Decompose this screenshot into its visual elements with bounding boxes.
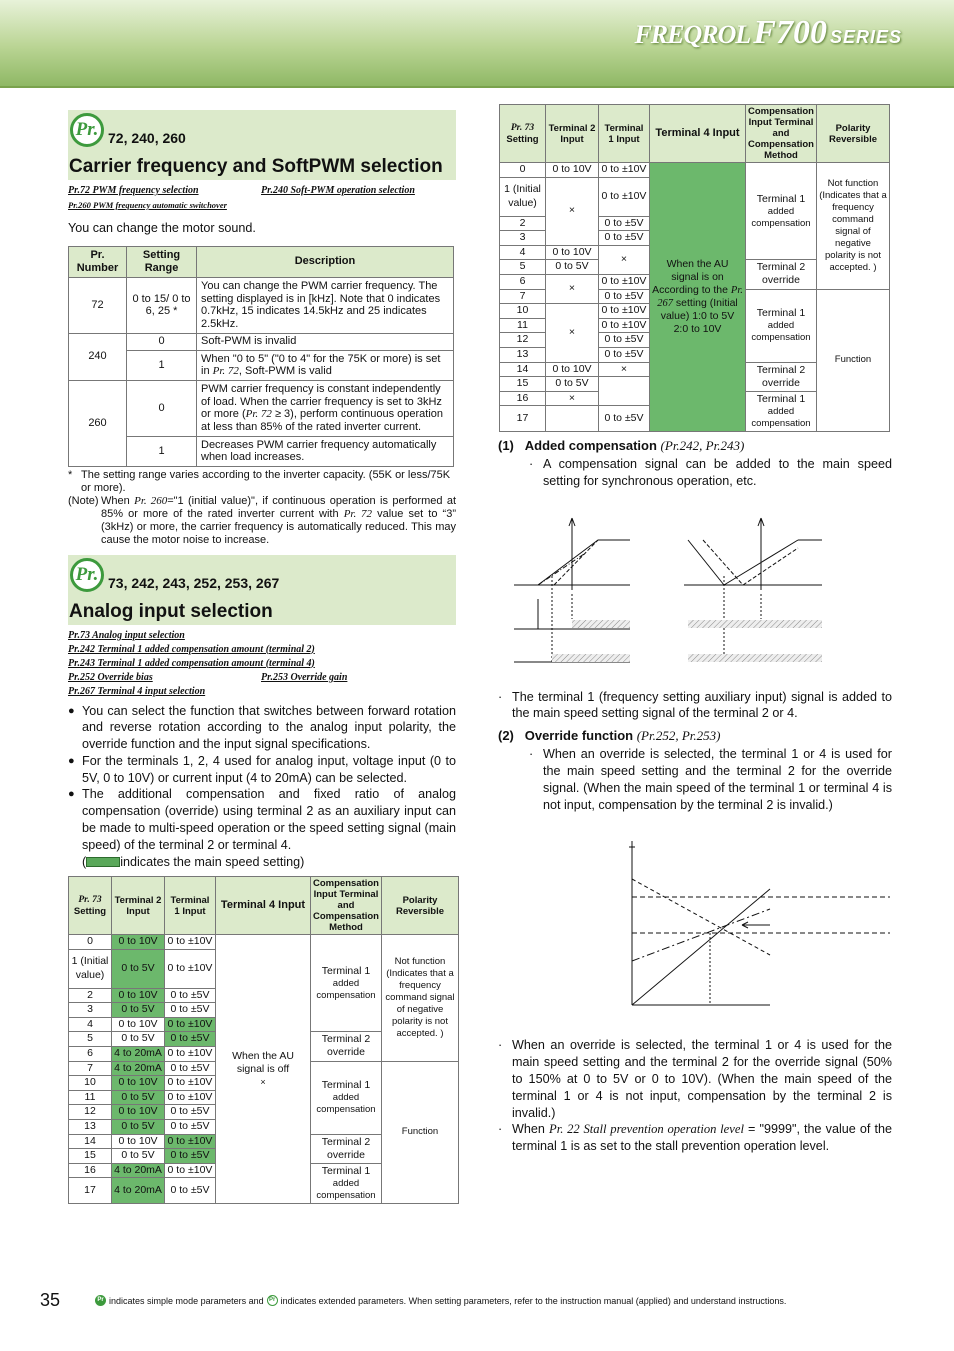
- cell: 11: [69, 1090, 112, 1105]
- col-polarity: Polarity Reversible: [381, 877, 458, 935]
- cell-pr-ref: Pr. 72: [245, 408, 272, 420]
- page-number: 35: [40, 1290, 61, 1310]
- terminal4-text: setting (Initial value) 1:0 to 5V 2:0 to 10V: [660, 297, 738, 336]
- cell: 0 to ±5V: [165, 1032, 216, 1047]
- col-setting: [69, 877, 112, 935]
- col-terminal2: Terminal 2 Input: [546, 105, 599, 163]
- compensation-cell: [746, 362, 817, 391]
- list-item: [68, 786, 456, 853]
- link-pr243[interactable]: Pr.243 Terminal 1 added compensation amount (terminal 4): [68, 657, 315, 669]
- legend-label: indicates the main speed setting): [120, 854, 305, 869]
- cell: 0 to ±10V: [599, 163, 650, 178]
- cell: 14: [69, 1134, 112, 1149]
- compensation-cell: [746, 391, 817, 432]
- cell: ×: [546, 304, 599, 362]
- link-pr240[interactable]: Pr.240 Soft-PWM operation selection: [261, 185, 415, 196]
- cell: 6: [500, 274, 546, 289]
- heading-ref: (Pr.242, Pr.243): [660, 438, 745, 453]
- col-setting-label: Setting: [73, 906, 107, 917]
- paragraph: [512, 1121, 892, 1155]
- compensation-cell: [746, 260, 817, 289]
- compensation-sub: added compensation: [751, 320, 811, 344]
- cell: 10: [500, 304, 546, 319]
- cell: 6: [69, 1046, 112, 1061]
- table-row: [69, 380, 454, 436]
- table-row: [69, 333, 454, 350]
- cell: 0 to 10V: [112, 1105, 165, 1120]
- heading-title: Override function: [524, 728, 634, 744]
- cell: 0 to 5V: [112, 949, 165, 988]
- cell: 0 to 10V: [112, 988, 165, 1003]
- main-speed-legend-swatch: [86, 857, 120, 867]
- note-text: The setting range varies according to the inverter capacity. (55K or less/75K or more).: [81, 468, 451, 494]
- compensation-cell: [311, 1134, 382, 1163]
- paragraph: The terminal 1 (frequency setting auxiliary input) signal is added to the main speed setting signal of the terminal 2 or 4.: [512, 689, 892, 721]
- cell: 0 to 10V: [546, 362, 599, 377]
- cell: 0 to ±10V: [165, 1046, 216, 1061]
- polarity-cell: Not function (Indicates that a frequency command signal of negative polarity is not accepted. ): [816, 163, 889, 290]
- cell: 1 (Initial value): [69, 949, 112, 988]
- cell: 0 to ±10V: [599, 304, 650, 319]
- param-links: [68, 184, 456, 212]
- cell-text: PWM carrier frequency is constant independently of load. When the carrier frequency is set to 3kHz or more (: [201, 383, 442, 420]
- bullet-icon: ●: [68, 704, 75, 717]
- compensation-sub: added compensation: [316, 1092, 376, 1116]
- compensation-title: Terminal 1: [321, 964, 371, 977]
- table-row: [69, 436, 454, 466]
- compensation-title: Terminal 2 override: [321, 1135, 371, 1161]
- cell: 17: [69, 1178, 112, 1204]
- table-row: [69, 277, 454, 333]
- cell: 0 to ±5V: [165, 1105, 216, 1120]
- col-terminal1: Terminal 1 Input: [165, 877, 216, 935]
- heading-number: (2): [498, 728, 514, 744]
- compensation-cell: [311, 935, 382, 1032]
- cell: 0 to 5V: [112, 1119, 165, 1134]
- override-heading: [498, 728, 892, 744]
- brand-logo: [634, 14, 902, 52]
- cell: 13: [69, 1119, 112, 1134]
- cell: 10: [69, 1076, 112, 1091]
- dot-icon: ·: [529, 747, 534, 762]
- list-item: [68, 703, 456, 753]
- note-part: value set to “3” (3kHz) or more, the carrier frequency is automatically reduced. This may cause the motor noise to increase.: [101, 507, 456, 546]
- note-pr-ref: Pr. 260: [134, 494, 168, 507]
- polarity-cell: Not function (Indicates that a frequency command signal of negative polarity is not accepted. ): [381, 935, 458, 1062]
- terminal4-text: When the AU signal is on According to the: [652, 258, 731, 297]
- extended-param-badge-icon: Pr: [267, 1295, 278, 1306]
- cell: ×: [599, 245, 650, 274]
- cell: 17: [500, 406, 546, 432]
- cell: 0 to 10V: [112, 1017, 165, 1032]
- list-item: [498, 689, 892, 723]
- bullet-text: For the terminals 1, 2, 4 used for analog input, voltage input (0 to 5V, 0 to 10V) or current input (4 to 20mA) can be selected.: [82, 753, 456, 785]
- cell: 0: [127, 380, 197, 436]
- terminal4-cell: [216, 935, 311, 1204]
- paragraph-part: = "9999", the value of the terminal 1 is as set to the stall prevention operation level.: [512, 1122, 892, 1154]
- cell: 0 to ±10V: [599, 318, 650, 333]
- cell: 0 to 5V: [546, 260, 599, 275]
- cell: 2: [500, 216, 546, 231]
- param-links: [68, 629, 456, 699]
- col-polarity: Polarity Reversible: [816, 105, 889, 163]
- cell: 240: [69, 333, 127, 380]
- cell: 4: [69, 1017, 112, 1032]
- table-row: [69, 935, 459, 950]
- cell: 0: [500, 163, 546, 178]
- cell: You can change the PWM carrier frequency. The setting displayed is in [kHz]. Note that 0 indicates 0.7kHz, 15 indicates 14.5kHz and 25 indicates 2.5kHz.: [197, 277, 454, 333]
- cell: 0 to ±10V: [599, 177, 650, 216]
- analog-table-au-off: [68, 876, 459, 1204]
- cell: ×: [546, 177, 599, 245]
- paragraph: When an override is selected, the terminal 1 or 4 is used for the main speed setting and the terminal 2 for the override signal (50% to 150% at 0 to 5V or 0 to 10V). (When the main speed of the terminal 1 or 4 is not input, compensation by the terminal 2 is invalid.): [512, 1038, 892, 1120]
- cell-pr-ref: Pr. 72: [212, 365, 239, 377]
- link-pr267[interactable]: Pr.267 Terminal 4 input selection: [68, 685, 206, 697]
- override-diagram: [498, 833, 892, 1013]
- col-compensation: Compensation Input Terminal and Compensation Method: [746, 105, 817, 163]
- cell: 0 to 5V: [546, 377, 599, 392]
- cell: 0 to ±5V: [599, 333, 650, 348]
- polarity-cell: Function: [816, 289, 889, 432]
- cell: 4 to 20mA: [112, 1178, 165, 1204]
- cell: 0 to ±10V: [165, 1076, 216, 1091]
- dot-icon: ·: [498, 1038, 503, 1053]
- cell: 0 to 5V: [112, 1003, 165, 1018]
- page-footer: [40, 1290, 920, 1311]
- cell: 13: [500, 347, 546, 362]
- dot-icon: ·: [498, 1122, 503, 1137]
- table-row: [69, 350, 454, 380]
- cell: 0 to 5V: [112, 1032, 165, 1047]
- cell: 0 to ±10V: [599, 274, 650, 289]
- list-item: [68, 854, 456, 871]
- paragraph-part: When: [512, 1122, 550, 1137]
- compensation-title: Terminal 2 override: [756, 363, 806, 389]
- cell: 3: [69, 1003, 112, 1018]
- bullet-icon: ●: [68, 754, 75, 767]
- cell: 0 to 5V: [112, 1149, 165, 1164]
- cell: 3: [500, 231, 546, 246]
- compensation-title: Terminal 1: [756, 307, 806, 320]
- cell: 0 to ±5V: [165, 1119, 216, 1134]
- cell: 0 to 5V: [112, 1090, 165, 1105]
- simple-mode-badge-icon: Pr: [95, 1295, 106, 1306]
- cell: 5: [69, 1032, 112, 1047]
- brand-name: FREQROL: [634, 20, 751, 49]
- compensation-sub: added compensation: [751, 205, 811, 229]
- col-terminal2: Terminal 2 Input: [112, 877, 165, 935]
- link-pr72[interactable]: Pr.72 PWM frequency selection: [68, 185, 199, 196]
- cell: 0 to ±10V: [165, 1017, 216, 1032]
- col-terminal4: Terminal 4 Input: [216, 877, 311, 935]
- bullet-list: [68, 703, 456, 871]
- brand-model: F700: [753, 14, 827, 51]
- cell: 4 to 20mA: [112, 1163, 165, 1178]
- right-column-text: [498, 438, 892, 1155]
- cell: 0: [127, 333, 197, 350]
- cell: 16: [69, 1163, 112, 1178]
- terminal4-text: When the AU signal is off: [232, 1049, 294, 1075]
- bullet-text: You can select the function that switches between forward rotation and reverse rotation according to the analog input polarity, the override function and the input signal specifications.: [82, 703, 456, 752]
- link-pr260[interactable]: Pr.260 PWM frequency automatic switchover: [68, 200, 227, 210]
- compensation-sub: added compensation: [751, 406, 811, 430]
- cell: 0 to ±5V: [165, 988, 216, 1003]
- heading-number: (1): [498, 438, 514, 453]
- col-setting-pr: Pr. 73: [510, 123, 535, 133]
- list-item: [498, 1121, 892, 1155]
- cell: 260: [69, 380, 127, 466]
- note-part: When: [101, 494, 135, 507]
- cell: 0 to ±5V: [599, 406, 650, 432]
- notes: [68, 469, 456, 547]
- legend-paren: (: [82, 854, 87, 869]
- cell: 0 to 15/ 0 to 6, 25 *: [127, 277, 197, 333]
- heading-ref: (Pr.252, Pr.253): [636, 728, 721, 744]
- cell: 12: [500, 333, 546, 348]
- cell: 4 to 20mA: [112, 1046, 165, 1061]
- cell: 0 to 10V: [546, 163, 599, 178]
- terminal4-pr-ref: Pr. 267: [657, 285, 743, 310]
- col-terminal1: Terminal 1 Input: [599, 105, 650, 163]
- cell: 7: [500, 289, 546, 304]
- list-item: [68, 753, 456, 787]
- added-compensation-heading: [498, 438, 892, 454]
- cell: 0 to ±5V: [165, 1061, 216, 1076]
- cell: 0 to ±5V: [599, 231, 650, 246]
- cell: 11: [500, 318, 546, 333]
- heading-title: Added compensation: [524, 438, 657, 453]
- pr-badge-icon: Pr.: [70, 113, 104, 147]
- compensation-sub: added compensation: [316, 1178, 376, 1202]
- pr-badge-icon: Pr.: [70, 558, 104, 592]
- carrier-param-table: [68, 246, 454, 467]
- cell: 14: [500, 362, 546, 377]
- col-terminal4: Terminal 4 Input: [650, 105, 746, 163]
- bullet-icon: ●: [68, 788, 75, 801]
- section-title: Carrier frequency and SoftPWM selection: [69, 156, 443, 177]
- dot-icon: ·: [529, 457, 534, 471]
- cell: 0 to ±5V: [599, 347, 650, 362]
- cell: Decreases PWM carrier frequency automatically when load increases.: [197, 436, 454, 466]
- col-compensation: Compensation Input Terminal and Compensation Method: [311, 877, 382, 935]
- compensation-cell: [311, 1032, 382, 1061]
- cell: 0 to ±5V: [599, 216, 650, 231]
- cell: 0 to ±10V: [165, 1163, 216, 1178]
- cell: 0 to 10V: [112, 1134, 165, 1149]
- cell: 0 to ±10V: [165, 935, 216, 950]
- cell: 0 to 10V: [112, 935, 165, 950]
- paragraph: A compensation signal can be added to the main speed setting for synchronous operation, etc.: [543, 457, 892, 488]
- compensation-title: Terminal 2 override: [756, 261, 806, 287]
- compensation-title: Terminal 1: [321, 1079, 371, 1092]
- cell: 0 to ±5V: [165, 1003, 216, 1018]
- compensation-title: Terminal 1: [321, 1165, 371, 1178]
- cell: ×: [546, 391, 599, 406]
- cell: [546, 406, 599, 432]
- col-setting-label: Setting: [506, 134, 539, 145]
- cell: 0 to ±5V: [165, 1178, 216, 1204]
- cell: 0 to 10V: [546, 245, 599, 260]
- cell: 5: [500, 260, 546, 275]
- brand-series: SERIES: [829, 27, 902, 47]
- cell: 15: [500, 377, 546, 392]
- compensation-title: Terminal 1: [756, 192, 806, 205]
- paragraph-pr-ref: Pr. 22 Stall prevention operation level: [549, 1122, 744, 1137]
- compensation-sub: added compensation: [316, 977, 376, 1001]
- added-compensation-diagram: [498, 504, 892, 674]
- compensation-cell: [311, 1163, 382, 1204]
- cell: [197, 380, 454, 436]
- col-pr-number: Pr. Number: [69, 246, 127, 277]
- cell-text: , Soft-PWM is valid: [238, 365, 332, 377]
- section-header-carrier: [68, 110, 456, 180]
- cell: [599, 377, 650, 406]
- cell: 12: [69, 1105, 112, 1120]
- note-part: ="1 (initial value)", if continuous operation is performed at 85% or more of the rated inverter current with: [101, 494, 457, 520]
- compensation-title: Terminal 1: [756, 393, 806, 406]
- compensation-title: Terminal 2 override: [321, 1033, 371, 1059]
- section-param-numbers: 73, 242, 243, 252, 253, 267: [108, 574, 280, 591]
- cell: 7: [69, 1061, 112, 1076]
- list-item: [498, 746, 892, 813]
- note-mark: *: [68, 468, 73, 481]
- cell: ×: [546, 274, 599, 303]
- left-column: [68, 110, 456, 870]
- cell: 4: [500, 245, 546, 260]
- cell: 1 (Initial value): [500, 177, 546, 216]
- legend-text: [82, 854, 456, 871]
- paragraph: When an override is selected, the terminal 1 or 4 is used for the main speed setting and the terminal 2 for the override signal. (When the main speed of the terminal 1 or terminal 4 is not input, compensation by the terminal 2 is invalid.): [543, 747, 892, 812]
- page-header: [0, 0, 954, 88]
- cell: 1: [127, 436, 197, 466]
- terminal4-mark: ×: [260, 1076, 266, 1087]
- section-param-numbers: 72, 240, 260: [108, 130, 186, 146]
- table-row: [500, 163, 890, 178]
- cell: 1: [127, 350, 197, 380]
- cell: 0 to ±10V: [165, 1134, 216, 1149]
- link-pr73[interactable]: Pr.73 Analog input selection: [68, 629, 185, 641]
- cell: Soft-PWM is invalid: [197, 333, 454, 350]
- section-title: Analog input selection: [69, 600, 273, 622]
- cell: 0 to ±5V: [599, 289, 650, 304]
- cell-text: ≥ 3), perform continuous operation at less than 85% of the rated inverter current.: [201, 408, 444, 433]
- col-description: Description: [197, 246, 454, 277]
- link-pr252[interactable]: Pr.252 Override bias: [68, 671, 153, 683]
- cell-text: When "0 to 5" ("0 to 4" for the 75K or more) is set in: [201, 352, 441, 377]
- cell: 72: [69, 277, 127, 333]
- terminal4-cell: [650, 163, 746, 432]
- note-mark: (Note): [68, 494, 99, 507]
- list-item: [498, 1037, 892, 1121]
- cell: 0 to ±10V: [165, 1090, 216, 1105]
- analog-table-au-on: [499, 104, 890, 432]
- dot-icon: ·: [498, 689, 503, 704]
- link-pr242[interactable]: Pr.242 Terminal 1 added compensation amount (terminal 2): [68, 643, 315, 655]
- col-setting: [500, 105, 546, 163]
- cell: 0: [69, 935, 112, 950]
- link-pr253[interactable]: Pr.253 Override gain: [261, 671, 348, 683]
- compensation-cell: [746, 289, 817, 362]
- cell: 2: [69, 988, 112, 1003]
- col-setting-range: Setting Range: [127, 246, 197, 277]
- note-text: [101, 495, 456, 547]
- compensation-cell: [311, 1061, 382, 1134]
- col-setting-pr: Pr. 73: [78, 895, 102, 905]
- cell: ×: [599, 362, 650, 377]
- cell: 0 to 10V: [112, 1076, 165, 1091]
- note-pr-ref: Pr. 72: [343, 507, 373, 520]
- cell: 16: [500, 391, 546, 406]
- cell: [197, 350, 454, 380]
- cell: 4 to 20mA: [112, 1061, 165, 1076]
- cell: 0 to ±5V: [165, 1149, 216, 1164]
- cell: 15: [69, 1149, 112, 1164]
- bullet-text: The additional compensation and fixed ratio of analog compensation (override) using terminal 2 as an auxiliary input can be made to multi-speed operation or the speed setting signal (main speed) of the terminal 2 or terminal 4.: [82, 787, 456, 852]
- polarity-cell: Function: [381, 1061, 458, 1204]
- intro-text: You can change the motor sound.: [68, 221, 256, 235]
- footer-text: indicates extended parameters. When setting parameters, refer to the instruction manual (applied) and understand instructions.: [280, 1295, 787, 1306]
- footer-text: indicates simple mode parameters and: [109, 1295, 264, 1306]
- section-header-analog: [68, 555, 456, 625]
- list-item: [498, 456, 892, 490]
- cell: 0 to ±10V: [165, 949, 216, 988]
- compensation-cell: [746, 163, 817, 260]
